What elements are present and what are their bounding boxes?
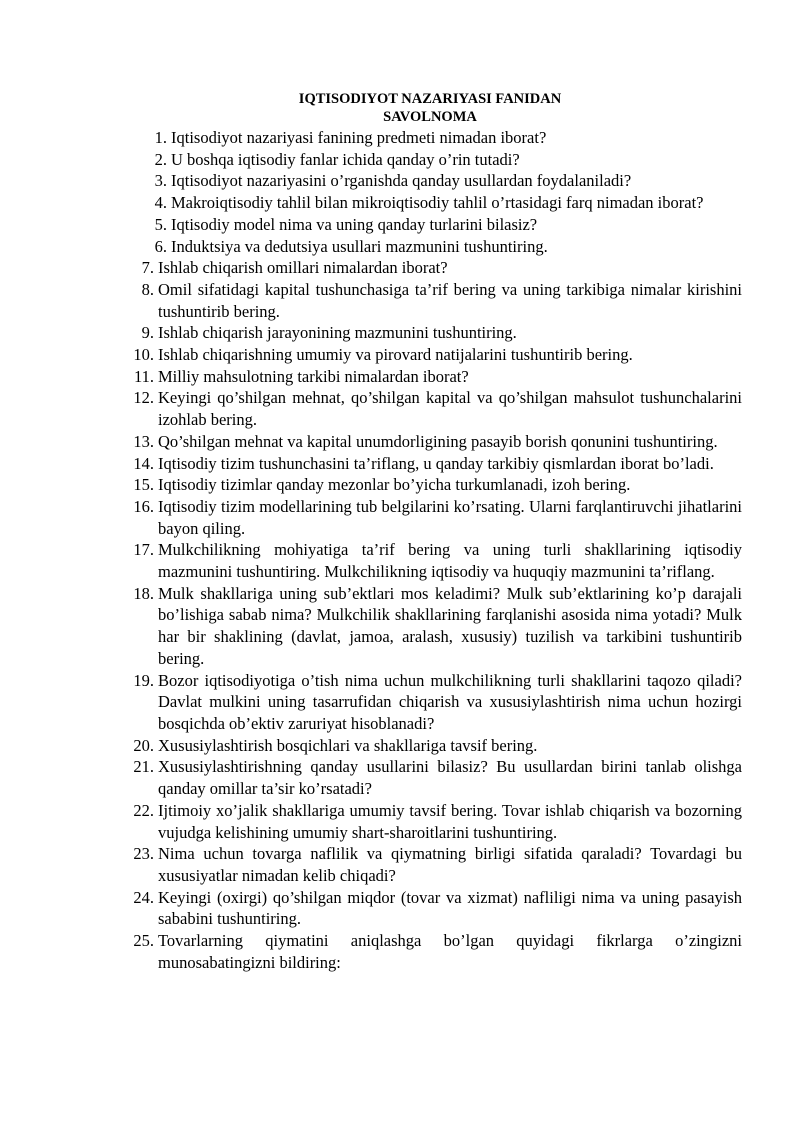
- question-text: Mulk shakllariga uning sub’ektlari mos keladimi? Mulk sub’ektlarining ko’p darajali bo’lishiga sabab nima? Mulkchilik shakllarining farqlanishi asosida nima yotadi? Mulk har bir shaklining (davlat, jamoa, aralash, xususiy) tuzilish va tarkibini tushuntirib bering.: [158, 583, 742, 668]
- question-number: 10.: [133, 345, 154, 365]
- question-text: Keyingi (oxirgi) qo’shilgan miqdor (tovar va xizmat) nafliligi nima va uning pasayish sababini tushuntiring.: [158, 887, 742, 929]
- question-item: [0, 431, 800, 453]
- question-text: Tovarlarning qiymatini aniqlashga bo’lgan quyidagi fikrlarga o’zingizni munosabatingizni bildiring:: [158, 931, 742, 972]
- question-item: [0, 192, 800, 214]
- question-number: 17.: [133, 540, 154, 560]
- question-number: 18.: [133, 583, 154, 603]
- question-text: Iqtisodiy tizim tushunchasini ta’riflang, u qanday tarkibiy qismlardan iborat bo’ladi.: [158, 453, 714, 473]
- question-number: 6.: [154, 236, 167, 256]
- question-number: 7.: [141, 258, 154, 278]
- question-text: Milliy mahsulotning tarkibi nimalardan iborat?: [158, 366, 469, 386]
- question-number: 13.: [133, 431, 154, 451]
- document-title: IQTISODIYOT NAZARIYASI FANIDAN: [298, 91, 562, 107]
- question-item: [0, 344, 800, 366]
- question-number: 15.: [133, 475, 154, 495]
- question-text: Keyingi qo’shilgan mehnat, qo’shilgan kapital va qo’shilgan mahsulot tushunchalarini izohlab bering.: [158, 388, 742, 430]
- question-text: Ishlab chiqarish jarayonining mazmunini tushuntiring.: [158, 323, 517, 343]
- question-text: Xususiylashtirishning qanday usullarini bilasiz? Bu usullardan birini tanlab olishga qanday omillar ta’sir ko’rsatadi?: [158, 757, 742, 799]
- question-number: 8.: [141, 279, 154, 299]
- question-item: [0, 257, 800, 279]
- question-text: Ishlab chiqarish omillari nimalardan iborat?: [158, 258, 448, 278]
- question-text: Makroiqtisodiy tahlil bilan mikroiqtisodiy tahlil o’rtasidagi farq nimadan iborat?: [171, 193, 704, 213]
- question-list: [0, 127, 800, 973]
- question-text: Mulkchilikning mohiyatiga ta’rif bering va uning turli shakllarining iqtisodiy mazmunini tushuntiring. Mulkchilikning iqtisodiy va huquqiy mazmunini ta’riflang.: [158, 540, 742, 582]
- question-item: [0, 474, 800, 496]
- question-number: 21.: [133, 757, 154, 777]
- question-text: Ijtimoiy xo’jalik shakllariga umumiy tavsif bering. Tovar ishlab chiqarish va bozorning vujudga kelishining umumiy shart-sharoitlarini tushuntiring.: [158, 800, 742, 842]
- document-subtitle: SAVOLNOMA: [383, 109, 477, 125]
- question-text: Induktsiya va dedutsiya usullari mazmunini tushuntiring.: [171, 236, 548, 256]
- question-text: Xususiylashtirish bosqichlari va shakllariga tavsif bering.: [158, 735, 538, 755]
- question-number: 12.: [133, 388, 154, 408]
- question-number: 14.: [133, 453, 154, 473]
- question-item: [0, 756, 800, 799]
- question-text: Omil sifatidagi kapital tushunchasiga ta’rif bering va uning tarkibiga nimalar kirishini tushuntirib bering.: [158, 279, 742, 321]
- question-item: [0, 496, 800, 539]
- question-text: Iqtisodiyot nazariyasi fanining predmeti nimadan iborat?: [171, 128, 547, 147]
- question-item: [0, 279, 800, 322]
- question-number: 3.: [154, 171, 167, 191]
- question-item: [0, 843, 800, 886]
- question-item: [0, 539, 800, 582]
- question-text: Nima uchun tovarga naflilik va qiymatning birligi sifatida qaraladi? Tovardagi bu xususiyatlar nimadan kelib chiqadi?: [158, 844, 742, 885]
- question-number: 25.: [133, 931, 154, 951]
- question-item: [0, 670, 800, 735]
- question-number: 5.: [154, 214, 167, 234]
- question-number: 22.: [133, 800, 154, 820]
- question-item: [0, 735, 800, 757]
- question-item: [0, 453, 800, 475]
- question-number: 20.: [133, 735, 154, 755]
- question-text: U boshqa iqtisodiy fanlar ichida qanday o’rin tutadi?: [171, 149, 520, 169]
- question-number: 19.: [133, 670, 154, 690]
- question-text: Iqtisodiy model nima va uning qanday turlarini bilasiz?: [171, 214, 538, 234]
- question-item: [0, 170, 800, 192]
- question-number: 16.: [133, 496, 154, 516]
- question-text: Qo’shilgan mehnat va kapital unumdorligining pasayib borish qonunini tushuntiring.: [158, 431, 718, 451]
- question-number: 24.: [133, 887, 154, 907]
- question-number: 11.: [133, 366, 154, 386]
- question-item: [0, 583, 800, 670]
- question-number: 9.: [141, 323, 154, 343]
- question-text: Iqtisodiyot nazariyasini o’rganishda qanday usullardan foydalaniladi?: [171, 171, 632, 191]
- question-number: 1.: [154, 128, 167, 147]
- question-item: [0, 366, 800, 388]
- question-number: 23.: [133, 844, 154, 864]
- question-text: Iqtisodiy tizim modellarining tub belgilarini ko’rsating. Ularni farqlantiruvchi jihatlarini bayon qiling.: [158, 496, 742, 538]
- question-text: Bozor iqtisodiyotiga o’tish nima uchun mulkchilikning turli shakllarini taqozo qiladi? Davlat mulkini uning tasarrufidan chiqarish va xususiylashtirish nima uchun hozirgi bosqichda ob’ektiv zaruriyat hisoblanadi?: [158, 670, 742, 733]
- question-item: [0, 387, 800, 430]
- question-item: [0, 149, 800, 171]
- question-item: [0, 214, 800, 236]
- question-item: [0, 800, 800, 843]
- question-item: [0, 127, 800, 149]
- question-number: 2.: [154, 149, 167, 169]
- question-item: [0, 322, 800, 344]
- question-item: [0, 930, 800, 973]
- question-text: Ishlab chiqarishning umumiy va pirovard natijalarini tushuntirib bering.: [158, 345, 633, 365]
- question-text: Iqtisodiy tizimlar qanday mezonlar bo’yicha turkumlanadi, izoh bering.: [158, 475, 631, 495]
- question-number: 4.: [154, 193, 167, 213]
- question-item: [0, 887, 800, 930]
- question-item: [0, 236, 800, 258]
